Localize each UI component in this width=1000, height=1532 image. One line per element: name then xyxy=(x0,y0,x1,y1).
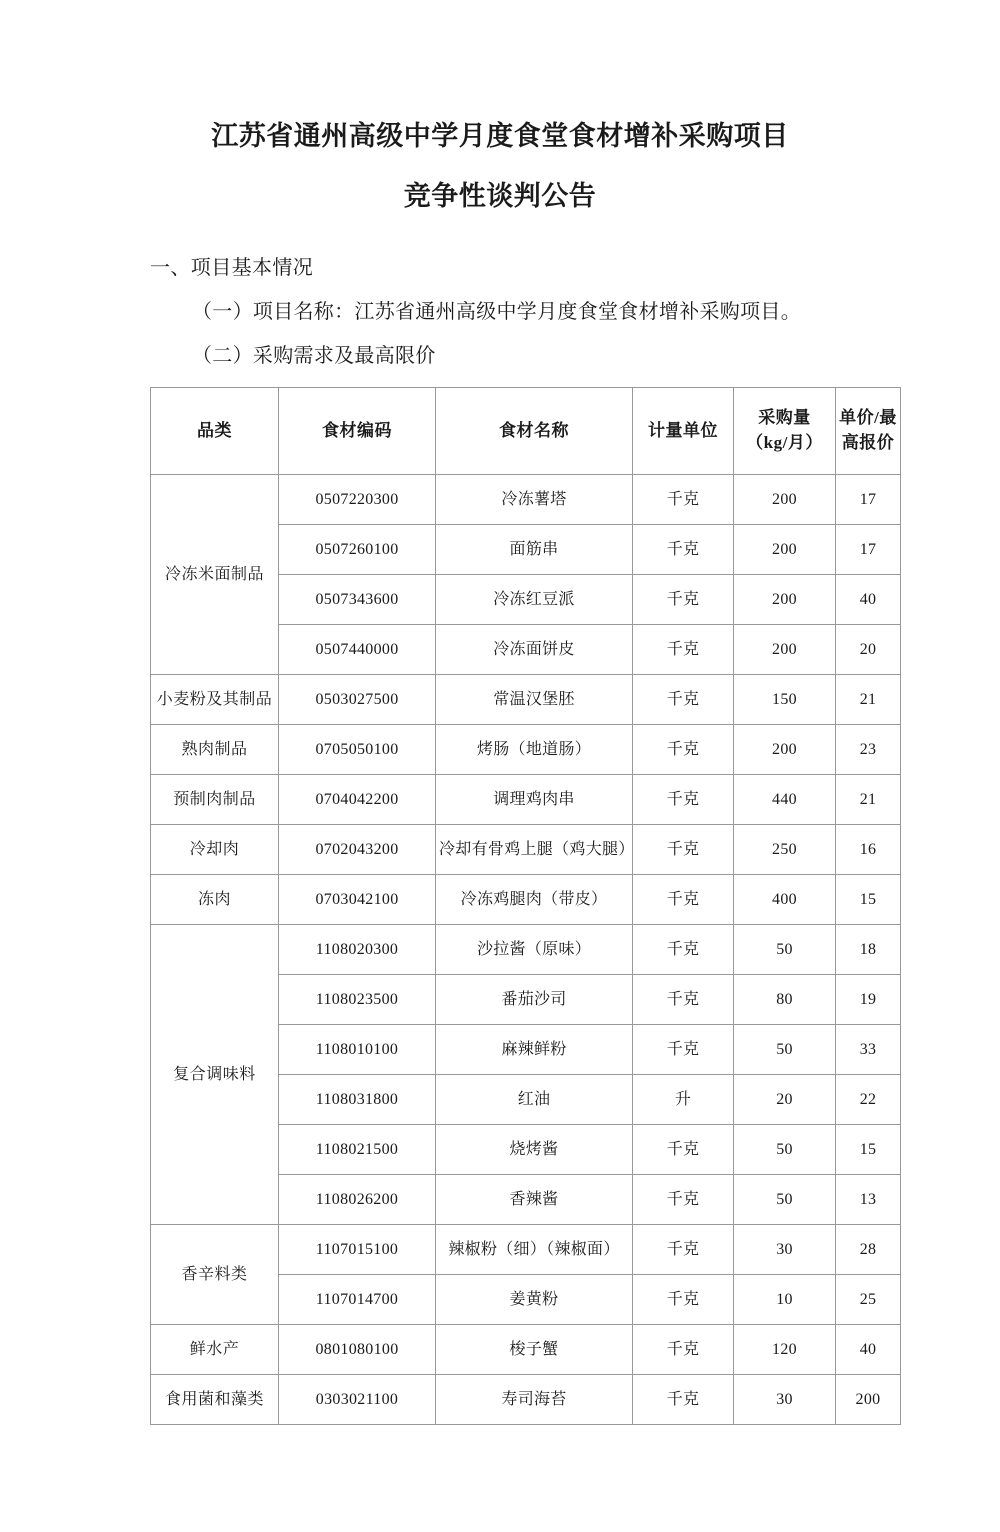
cell-unit-price: 25 xyxy=(836,1274,901,1324)
cell-unit-price: 22 xyxy=(836,1074,901,1124)
cell-food-name: 冷冻面饼皮 xyxy=(436,624,633,674)
cell-quantity: 200 xyxy=(734,474,836,524)
document-page xyxy=(0,118,1000,1532)
cell-food-code: 0703042100 xyxy=(279,874,436,924)
cell-unit-price: 33 xyxy=(836,1024,901,1074)
cell-category: 鲜水产 xyxy=(151,1324,279,1374)
cell-food-name: 烤肠（地道肠） xyxy=(436,724,633,774)
cell-unit: 千克 xyxy=(633,824,734,874)
cell-food-name: 寿司海苔 xyxy=(436,1374,633,1424)
cell-food-name: 番茄沙司 xyxy=(436,974,633,1024)
column-header-quantity-line-2: （kg/月） xyxy=(746,432,823,452)
table-header xyxy=(151,387,901,474)
cell-food-code: 0705050100 xyxy=(279,724,436,774)
cell-food-code: 1108021500 xyxy=(279,1124,436,1174)
cell-unit: 千克 xyxy=(633,774,734,824)
table-body xyxy=(151,474,901,1424)
cell-food-code: 1108031800 xyxy=(279,1074,436,1124)
cell-food-name: 香辣酱 xyxy=(436,1174,633,1224)
cell-unit-price: 17 xyxy=(836,474,901,524)
cell-food-code: 1108020300 xyxy=(279,924,436,974)
cell-category: 复合调味料 xyxy=(151,924,279,1224)
cell-quantity: 200 xyxy=(734,524,836,574)
cell-unit: 千克 xyxy=(633,674,734,724)
cell-category: 预制肉制品 xyxy=(151,774,279,824)
cell-food-name: 红油 xyxy=(436,1074,633,1124)
cell-food-code: 0503027500 xyxy=(279,674,436,724)
cell-food-code: 0507260100 xyxy=(279,524,436,574)
table-row xyxy=(151,774,901,824)
cell-unit-price: 15 xyxy=(836,874,901,924)
cell-unit-price: 21 xyxy=(836,674,901,724)
column-header-unit: 计量单位 xyxy=(633,387,734,474)
cell-unit: 千克 xyxy=(633,1024,734,1074)
procurement-table xyxy=(150,387,901,1425)
paragraph-procurement-demand: （二）采购需求及最高限价 xyxy=(192,344,436,367)
cell-food-code: 1108010100 xyxy=(279,1024,436,1074)
cell-category: 冻肉 xyxy=(151,874,279,924)
cell-unit-price: 28 xyxy=(836,1224,901,1274)
cell-food-code: 0507220300 xyxy=(279,474,436,524)
cell-quantity: 120 xyxy=(734,1324,836,1374)
cell-food-code: 0507440000 xyxy=(279,624,436,674)
column-header-category: 品类 xyxy=(151,387,279,474)
cell-food-code: 1107015100 xyxy=(279,1224,436,1274)
cell-unit: 千克 xyxy=(633,1174,734,1224)
table-row xyxy=(151,1324,901,1374)
cell-quantity: 30 xyxy=(734,1374,836,1424)
table-row xyxy=(151,824,901,874)
cell-unit-price: 18 xyxy=(836,924,901,974)
table-header-row xyxy=(151,387,901,474)
cell-food-name: 沙拉酱（原味） xyxy=(436,924,633,974)
cell-category: 冷却肉 xyxy=(151,824,279,874)
column-header-name: 食材名称 xyxy=(436,387,633,474)
cell-food-name: 辣椒粉（细）（辣椒面） xyxy=(436,1224,633,1274)
cell-quantity: 50 xyxy=(734,924,836,974)
cell-unit: 千克 xyxy=(633,1374,734,1424)
cell-unit-price: 20 xyxy=(836,624,901,674)
cell-unit: 千克 xyxy=(633,574,734,624)
cell-quantity: 200 xyxy=(734,724,836,774)
column-header-price-line-2: 高报价 xyxy=(841,432,895,452)
cell-unit-price: 16 xyxy=(836,824,901,874)
cell-unit: 千克 xyxy=(633,524,734,574)
cell-unit: 千克 xyxy=(633,924,734,974)
cell-food-name: 常温汉堡胚 xyxy=(436,674,633,724)
cell-food-code: 0801080100 xyxy=(279,1324,436,1374)
cell-food-name: 梭子蟹 xyxy=(436,1324,633,1374)
cell-quantity: 20 xyxy=(734,1074,836,1124)
cell-category: 小麦粉及其制品 xyxy=(151,674,279,724)
column-header-quantity-line-1: 采购量 xyxy=(758,408,811,428)
cell-unit: 千克 xyxy=(633,1274,734,1324)
cell-unit: 千克 xyxy=(633,1124,734,1174)
cell-quantity: 150 xyxy=(734,674,836,724)
cell-unit: 千克 xyxy=(633,474,734,524)
cell-category: 香辛料类 xyxy=(151,1224,279,1324)
cell-unit-price: 17 xyxy=(836,524,901,574)
paragraph-project-name: （一）项目名称：江苏省通州高级中学月度食堂食材增补采购项目。 xyxy=(192,300,801,323)
cell-quantity: 80 xyxy=(734,974,836,1024)
cell-food-name: 面筋串 xyxy=(436,524,633,574)
cell-food-code: 1108026200 xyxy=(279,1174,436,1224)
cell-unit: 千克 xyxy=(633,1224,734,1274)
cell-food-name: 冷冻鸡腿肉（带皮） xyxy=(436,874,633,924)
cell-unit-price: 21 xyxy=(836,774,901,824)
cell-food-name: 调理鸡肉串 xyxy=(436,774,633,824)
cell-food-code: 0303021100 xyxy=(279,1374,436,1424)
column-header-price-line-1: 单价/最 xyxy=(839,408,897,428)
cell-unit-price: 23 xyxy=(836,724,901,774)
cell-quantity: 50 xyxy=(734,1024,836,1074)
cell-food-code: 1108023500 xyxy=(279,974,436,1024)
cell-unit: 千克 xyxy=(633,624,734,674)
cell-food-name: 姜黄粉 xyxy=(436,1274,633,1324)
cell-quantity: 250 xyxy=(734,824,836,874)
table-row xyxy=(151,924,901,974)
table-row xyxy=(151,674,901,724)
section-heading-basic-info: 一、项目基本情况 xyxy=(150,256,314,279)
cell-quantity: 400 xyxy=(734,874,836,924)
cell-quantity: 30 xyxy=(734,1224,836,1274)
cell-quantity: 200 xyxy=(734,624,836,674)
cell-unit: 升 xyxy=(633,1074,734,1124)
cell-food-code: 0507343600 xyxy=(279,574,436,624)
cell-food-name: 冷冻薯塔 xyxy=(436,474,633,524)
cell-category: 冷冻米面制品 xyxy=(151,474,279,674)
table-row xyxy=(151,474,901,524)
column-header-quantity xyxy=(734,387,836,474)
table-row xyxy=(151,724,901,774)
document-title-line-1: 江苏省通州高级中学月度食堂食材增补采购项目 xyxy=(211,121,789,151)
table-row xyxy=(151,874,901,924)
cell-unit: 千克 xyxy=(633,724,734,774)
cell-category: 熟肉制品 xyxy=(151,724,279,774)
cell-food-code: 1107014700 xyxy=(279,1274,436,1324)
cell-food-name: 麻辣鲜粉 xyxy=(436,1024,633,1074)
cell-unit: 千克 xyxy=(633,874,734,924)
cell-quantity: 440 xyxy=(734,774,836,824)
table-row xyxy=(151,1224,901,1274)
document-title-line-2: 竞争性谈判公告 xyxy=(403,181,597,212)
cell-unit-price: 15 xyxy=(836,1124,901,1174)
cell-quantity: 50 xyxy=(734,1174,836,1224)
column-header-price xyxy=(836,387,901,474)
cell-unit-price: 40 xyxy=(836,1324,901,1374)
cell-unit-price: 200 xyxy=(836,1374,901,1424)
column-header-code: 食材编码 xyxy=(279,387,436,474)
cell-unit: 千克 xyxy=(633,1324,734,1374)
table-row xyxy=(151,1374,901,1424)
cell-food-name: 冷冻红豆派 xyxy=(436,574,633,624)
cell-unit-price: 40 xyxy=(836,574,901,624)
cell-food-code: 0702043200 xyxy=(279,824,436,874)
cell-food-code: 0704042200 xyxy=(279,774,436,824)
procurement-table-container xyxy=(150,387,900,1425)
cell-food-name: 烧烤酱 xyxy=(436,1124,633,1174)
cell-unit-price: 19 xyxy=(836,974,901,1024)
cell-quantity: 50 xyxy=(734,1124,836,1174)
cell-category: 食用菌和藻类 xyxy=(151,1374,279,1424)
cell-food-name: 冷却有骨鸡上腿（鸡大腿） xyxy=(436,824,633,874)
cell-quantity: 10 xyxy=(734,1274,836,1324)
cell-unit: 千克 xyxy=(633,974,734,1024)
cell-quantity: 200 xyxy=(734,574,836,624)
cell-unit-price: 13 xyxy=(836,1174,901,1224)
